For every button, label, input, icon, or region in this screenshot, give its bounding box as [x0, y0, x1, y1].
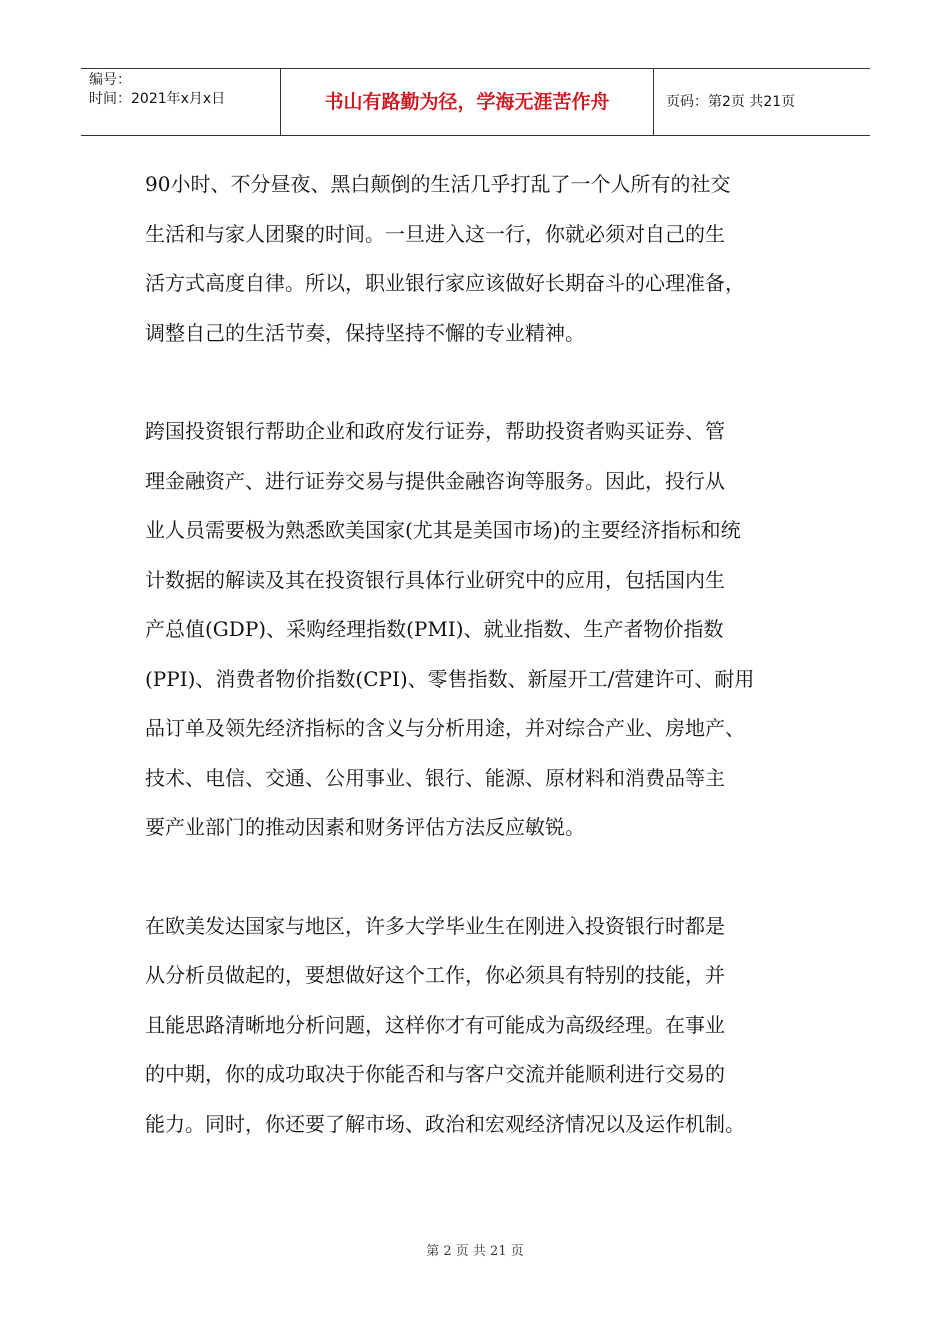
- text-line: 跨国投资银行帮助企业和政府发行证券，帮助投资者购买证券、管: [145, 419, 725, 443]
- page-header: [81, 68, 870, 136]
- text-line: 生活和与家人团聚的时间。一旦进入这一行，你就必须对自己的生: [145, 221, 725, 246]
- text-line: 从分析员做起的，要想做好这个工作，你必须具有特别的技能，并: [145, 963, 725, 987]
- text-line: 能力。同时，你还要了解市场、政治和宏观经济情况以及运作机制。: [145, 1111, 745, 1136]
- text-line: 业人员需要极为熟悉欧美国家(尤其是美国市场)的主要经济指标和统: [145, 518, 741, 542]
- document-body: [145, 160, 835, 1198]
- text-line: 在欧美发达国家与地区，许多大学毕业生在刚进入投资银行时都是: [145, 913, 725, 938]
- header-motto-cell: [281, 69, 654, 135]
- text-line: 且能思路清晰地分析问题，这样你才有可能成为高级经理。在事业: [145, 1012, 725, 1037]
- text-line: 品订单及领先经济指标的含义与分析用途，并对综合产业、房地产、: [145, 716, 745, 740]
- text-line: 计数据的解读及其在投资银行具体行业研究中的应用，包括国内生: [145, 567, 725, 592]
- text-line: 的中期，你的成功取决于你能否和与客户交流并能顺利进行交易的: [145, 1062, 725, 1086]
- text-line: (PPI)、消费者物价指数(CPI)、零售指数、新屋开工/营建许可、耐用: [145, 666, 755, 691]
- header-page-info: 页码：第2页 共21页: [666, 94, 796, 110]
- text-line: 活方式高度自律。所以，职业银行家应该做好长期奋斗的心理准备，: [145, 271, 745, 295]
- text-line: 90小时、不分昼夜、黑白颠倒的生活几乎打乱了一个人所有的社交: [145, 172, 731, 196]
- text-line: 技术、电信、交通、公用事业、银行、能源、原材料和消费品等主: [145, 765, 725, 790]
- text-line: 要产业部门的推动因素和财务评估方法反应敏锐。: [145, 815, 585, 839]
- page-footer: 第 2 页 共 21 页: [426, 1244, 524, 1259]
- document-number-label: 编号：: [89, 72, 131, 88]
- paragraph-1: [145, 160, 835, 358]
- document-date-label: 时间：2021年x月x日: [89, 91, 226, 107]
- text-line: 理金融资产、进行证券交易与提供金融咨询等服务。因此，投行从: [145, 468, 725, 493]
- text-line: 调整自己的生活节奏，保持坚持不懈的专业精神。: [145, 320, 585, 345]
- header-meta: [81, 69, 281, 135]
- paragraph-3: [145, 902, 835, 1150]
- header-motto: 书山有路勤为径，学海无涯苦作舟: [324, 91, 610, 113]
- text-line: 产总值(GDP)、采购经理指数(PMI)、就业指数、生产者物价指数: [145, 617, 724, 641]
- paragraph-2: [145, 407, 835, 853]
